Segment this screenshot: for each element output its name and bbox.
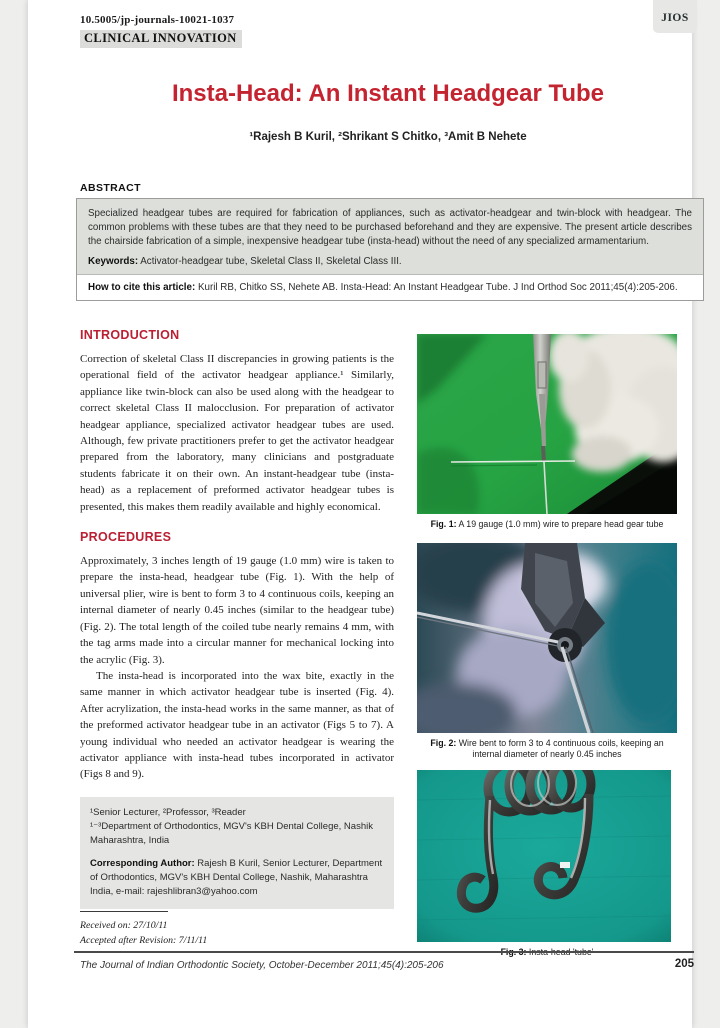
footnote-divider-rule bbox=[80, 911, 168, 912]
journal-logo-badge bbox=[653, 0, 697, 33]
keywords-line bbox=[88, 256, 692, 267]
keywords-label: Keywords: bbox=[88, 256, 139, 267]
figure-3 bbox=[417, 770, 677, 959]
cite-label: How to cite this article: bbox=[88, 282, 196, 293]
figure-3-caption: Fig. 3: Insta-head 'tube' bbox=[500, 946, 594, 957]
keywords-text: Activator-headgear tube, Skeletal Class II, Skeletal Class III. bbox=[138, 256, 402, 267]
abstract-heading: ABSTRACT bbox=[80, 182, 141, 194]
figure-1 bbox=[417, 334, 677, 531]
author-footnote-box bbox=[80, 797, 394, 909]
received-date: Received on: 27/10/11 bbox=[80, 920, 168, 931]
journal-logo-text: JIOS bbox=[661, 12, 689, 24]
doi-number: 10.5005/jp-journals-10021-1037 bbox=[80, 14, 235, 26]
procedures-paragraph-2: The insta-head is incorporated into the wax bite, exactly in the same manner in which activator headgear tube is inserted (Fig. 4). After acrylization, the insta-head works in the same manner, as that of the preformed activator headgear tube in an activator (Figs 5 to 7). A young individual who needed an activator headgear is wearing the activator appliance with insta-head tubes incorporated in activator (Figs 8 and 9). bbox=[80, 669, 394, 781]
corresponding-author-label: Corresponding Author: bbox=[90, 858, 195, 870]
dates-block bbox=[80, 918, 207, 948]
footer-rule bbox=[74, 951, 694, 953]
abstract-gray-section bbox=[77, 199, 703, 274]
figure-1-caption: Fig. 1: A 19 gauge (1.0 mm) wire to prepare head gear tube bbox=[430, 519, 664, 529]
procedures-paragraph-1: Approximately, 3 inches length of 19 gauge (1.0 mm) wire is taken to prepare the insta-head, headgear tube (Fig. 1). With the help of universal plier, wire is bent to form 3 to 4 continuous coils, keeping an internal diameter of nearly 0.45 inches (similar to the headgear tube) (Fig. 2). The total length of the coiled tube nearly remains 4 mm, with the tag arms made into a circular manner for mechanical locking into the acrylic (Fig. 3). bbox=[80, 555, 394, 666]
procedures-heading: PROCEDURES bbox=[80, 530, 172, 545]
introduction-paragraph: Correction of skeletal Class II discrepancies in growing patients is the operational field of the activator headgear appliance.¹ Similarly, appliance like twin-block can also be used along with the headgear to correct skeletal Class II malocclusion. For preparation of activator headgear appliance, specialized activator headgear tubes are used. Although, few private practitioners prefer to get the activator headgear prepared from the laboratory, many clinicians and postgraduate students fabricate it on their own. An instant-headgear tube (insta-head) as a replacement of preformed activator headgear tubes is presented, this makes them readily available and highly economical. bbox=[80, 353, 394, 513]
figure-1-photo bbox=[417, 334, 677, 514]
corresponding-author-text: Rajesh B Kuril, Senior Lecturer, Department of Orthodontics, MGV's KBH Dental College, Nashik, Maharashtra India, e-mail: rajeshlibran3@yahoo.com bbox=[90, 858, 383, 897]
figure-2-photo bbox=[417, 543, 677, 733]
figure-2-caption: Fig. 2: Wire bent to form 3 to 4 continuous coils, keeping an internal diameter of nearly 0.45 inches bbox=[430, 737, 664, 759]
abstract-text: Specialized headgear tubes are required for fabrication of appliances, such as activator-headgear and twin-block with headgear. The common problems with these tubes are that they need to be purchased beforehand and they are expensive. The present article describes the chairside fabrication of a simple, inexpensive headgear tube (insta-head) without the need of any specialized armamentarium. bbox=[88, 208, 692, 247]
accepted-date: Accepted after Revision: 7/11/11 bbox=[80, 935, 208, 946]
figures-column bbox=[417, 334, 677, 958]
corresponding-author bbox=[90, 857, 384, 898]
figure-3-photo bbox=[417, 770, 671, 942]
figure-2 bbox=[417, 543, 677, 761]
left-text-column bbox=[80, 328, 394, 783]
author-line: ¹Rajesh B Kuril, ²Shrikant S Chitko, ³Amit B Nehete bbox=[249, 131, 527, 143]
introduction-heading: INTRODUCTION bbox=[80, 328, 180, 342]
journal-footer-line: The Journal of Indian Orthodontic Society, October-December 2011;45(4):205-206 bbox=[80, 960, 444, 971]
cite-text: Kuril RB, Chitko SS, Nehete AB. Insta-Head: An Instant Headgear Tube. J Ind Orthod Soc 2011;45(4):205-206. bbox=[195, 282, 678, 293]
author-affiliation: ¹⁻³Department of Orthodontics, MGV's KBH Dental College, Nashik Maharashtra, India bbox=[90, 820, 373, 846]
article-category-label: CLINICAL INNOVATION bbox=[80, 30, 242, 48]
page-sheet bbox=[28, 0, 692, 1028]
page-number: 205 bbox=[674, 958, 694, 970]
abstract-box bbox=[76, 198, 704, 301]
article-title: Insta-Head: An Instant Headgear Tube bbox=[171, 80, 605, 107]
citation-row bbox=[77, 274, 703, 300]
author-roles: ¹Senior Lecturer, ²Professor, ³Reader bbox=[90, 807, 246, 818]
